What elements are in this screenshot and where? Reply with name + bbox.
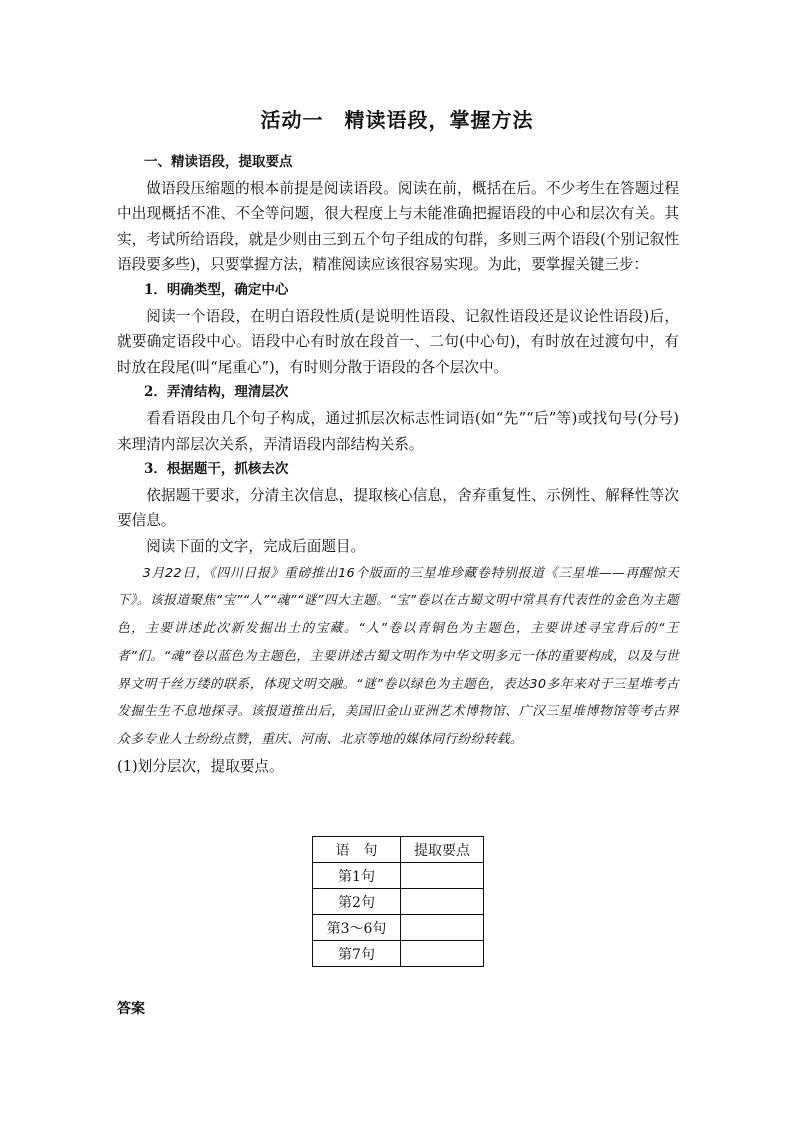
section-intro-paragraph: 做语段压缩题的根本前提是阅读语段。阅读在前，概括在后。不少考生在答题过程中出现概括不准、不全等问题，很大程度上与未能准确把握语段的中心和层次有关。其实，考试所给语段，就是少则由三到五个句子组成的句群，多则三两个语段(个别记叙性语段要多些)，只要掌握方法，精准阅读应该很容易实现。为此，要掌握关键三步：: [117, 179, 679, 274]
reading-passage: 3月22日，《四川日报》重磅推出16个版面的三星堆珍藏卷特别报道《三星堆——再醒惊天下》。该报道聚焦“宝”“人”“魂”“谜”四大主题。“宝”卷以在古蜀文明中常具有代表性的金色为主题色，主要讲述此次新发掘出土的宝藏。“人”卷以青铜色为主题色，主要讲述寻宝背后的“王者”们。“魂”卷以蓝色为主题色，主要讲述古蜀文明作为中华文明多元一体的重要构成，以及与世界文明千丝万缕的联系，体现文明交融。“谜”卷以绿色为主题色，表达30多年来对于三星堆考古发掘生生不息地探寻。该报道推出后，美国旧金山亚洲艺术博物馆、广汉三星堆博物馆等考古界众多专业人士纷纷点赞，重庆、河南、北京等地的媒体同行纷纷转载。: [117, 565, 679, 748]
step-3-heading: 3．根据题干，抓核去次: [144, 461, 289, 478]
step-3-text: 依据题干要求，分清主次信息，提取核心信息，舍弃重复性、示例性、解释性等次要信息。: [117, 486, 679, 530]
table-cell-keypoint-blank[interactable]: [401, 915, 484, 941]
question-1: (1)划分层次，提取要点。: [117, 758, 284, 776]
table-cell-sentence: 第1句: [313, 863, 401, 889]
step-2-text: 看看语段由几个句子构成，通过抓层次标志性词语(如“先”“后”等)或找句号(分号)来理清内部层次关系，弄清语段内部结构关系。: [117, 409, 679, 453]
page-title: 活动一 精读语段，掌握方法: [260, 108, 534, 132]
table-row: [313, 889, 484, 915]
table-row: [313, 863, 484, 889]
table-cell-sentence: 第7句: [313, 941, 401, 967]
table-cell-keypoint-blank[interactable]: [401, 941, 484, 967]
table-cell-sentence: 第3～6句: [313, 915, 401, 941]
table-header-sentence: 语 句: [313, 837, 401, 863]
table-row: [313, 915, 484, 941]
table-row: [313, 941, 484, 967]
table-header-row: [313, 837, 484, 863]
answer-table: [312, 836, 484, 967]
step-1-heading: 1．明确类型，确定中心: [144, 281, 289, 298]
reading-instruction: 阅读下面的文字，完成后面题目。: [146, 537, 366, 555]
step-1-text: 阅读一个语段，在明白语段性质(是说明性语段、记叙性语段还是议论性语段)后，就要确定语段中心。语段中心有时放在段首一、二句(中心句)，有时放在过渡句中，有时放在段尾(叫“尾重心”)，有时则分散于语段的各个层次中。: [117, 307, 679, 376]
table-header-keypoints: 提取要点: [401, 837, 484, 863]
step-2-heading: 2．弄清结构，理清层次: [144, 384, 289, 401]
article-body: [117, 150, 679, 780]
table-cell-keypoint-blank[interactable]: [401, 889, 484, 915]
table-cell-keypoint-blank[interactable]: [401, 863, 484, 889]
table-cell-sentence: 第2句: [313, 889, 401, 915]
section-heading: 一、精读语段，提取要点: [144, 154, 293, 170]
answer-label: 答案: [117, 1001, 145, 1017]
